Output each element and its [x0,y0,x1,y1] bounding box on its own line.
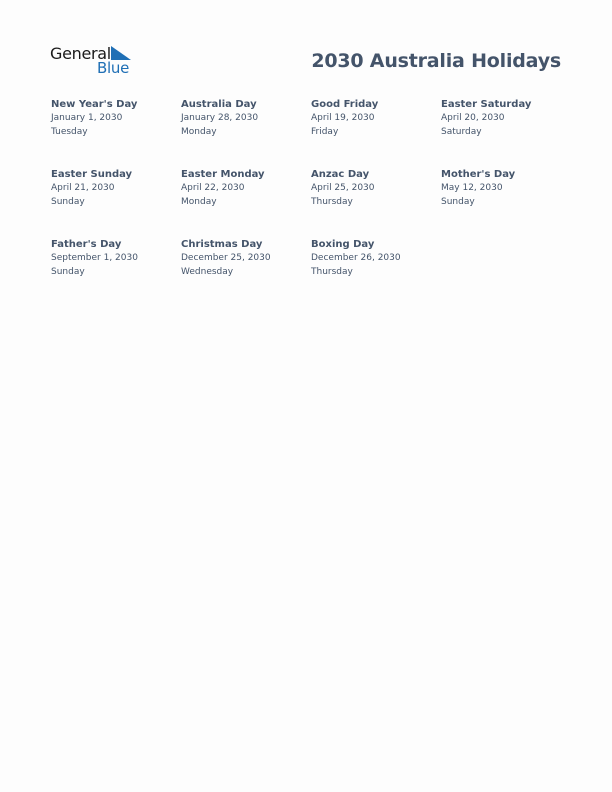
holiday-date: September 1, 2030 [51,253,138,263]
holiday-date: December 26, 2030 [311,253,401,263]
holiday-name: Christmas Day [181,239,263,250]
holiday-item [311,238,441,308]
holiday-item [441,168,571,238]
holiday-date: May 12, 2030 [441,183,503,193]
holiday-name: New Year's Day [51,99,138,110]
holiday-name: Mother's Day [441,169,516,180]
holiday-name: Good Friday [311,99,379,110]
holiday-date: April 20, 2030 [441,113,505,123]
holiday-weekday: Sunday [441,196,475,207]
holiday-weekday: Thursday [311,266,353,277]
holiday-item [311,98,441,168]
holiday-date: January 28, 2030 [181,113,259,123]
holiday-name: Father's Day [51,239,122,250]
holiday-grid [51,98,571,308]
holiday-date: April 19, 2030 [311,113,375,123]
holiday-weekday: Saturday [441,126,482,137]
holiday-date: April 22, 2030 [181,183,245,193]
holiday-item [311,168,441,238]
holiday-date: April 25, 2030 [311,183,375,193]
holiday-name: Australia Day [181,99,257,110]
holiday-weekday: Sunday [51,266,85,277]
holiday-weekday: Friday [311,126,339,137]
holiday-item [51,238,181,308]
holiday-item [181,168,311,238]
holiday-item [51,98,181,168]
holiday-weekday: Sunday [51,196,85,207]
logo-word-blue: Blue [97,59,129,77]
holiday-name: Boxing Day [311,239,375,250]
holiday-weekday: Monday [181,196,217,207]
logo-flag-icon [111,46,131,60]
holiday-name: Easter Monday [181,169,265,180]
holiday-name: Easter Saturday [441,99,532,110]
holiday-item [51,168,181,238]
logo-word-general: General [50,44,111,63]
holiday-date: December 25, 2030 [181,253,271,263]
holiday-weekday: Thursday [311,196,353,207]
holiday-item [181,238,311,308]
holiday-item [441,98,571,168]
holiday-date: April 21, 2030 [51,183,115,193]
holiday-weekday: Tuesday [51,126,88,137]
holiday-name: Anzac Day [311,169,370,180]
holiday-item [181,98,311,168]
holiday-name: Easter Sunday [51,169,133,180]
holiday-weekday: Wednesday [181,266,234,277]
brand-logo [50,44,140,78]
page-title: 2030 Australia Holidays [311,50,561,72]
holiday-date: January 1, 2030 [51,113,123,123]
holiday-weekday: Monday [181,126,217,137]
